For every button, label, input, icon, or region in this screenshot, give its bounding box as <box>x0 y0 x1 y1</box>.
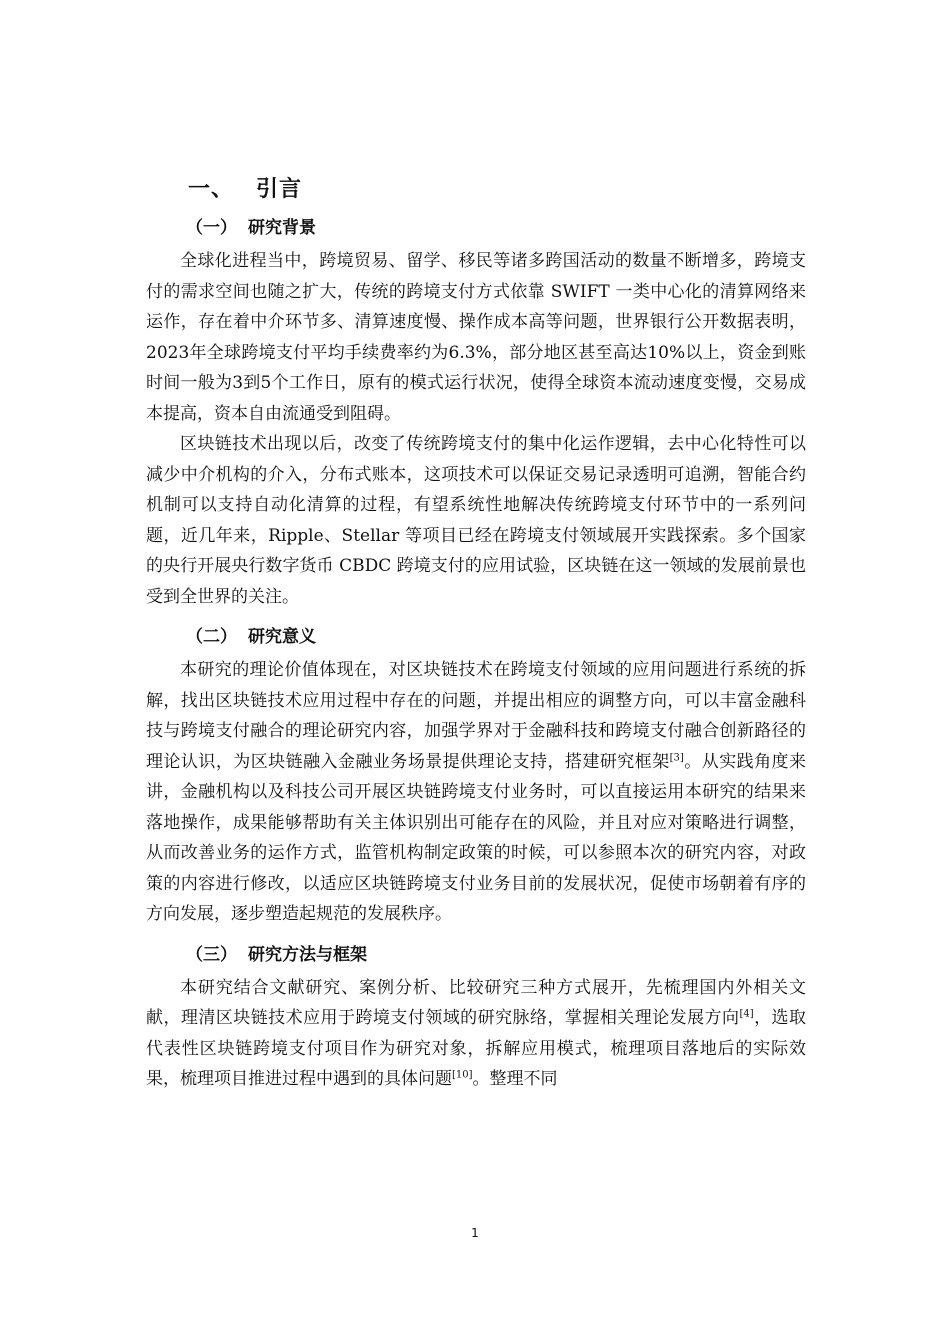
subsection-heading-methods <box>186 940 806 965</box>
page-number: 1 <box>471 1226 479 1240</box>
page-content <box>146 168 806 1095</box>
citation-reference: [3] <box>669 751 684 763</box>
paragraph-background-1: 全球化进程当中，跨境贸易、留学、移民等诸多跨国活动的数量不断增多，跨境支付的需求空间也随之扩大，传统的跨境支付方式依靠 SWIFT 一类中心化的清算网络来运作，存在着中介环节多、清算速度慢、操作成本高等问题，世界银行公开数据表明，2023年全球跨境支付平均手续费率约为6.3%，部分地区甚至高达10%以上，资金到账时间一般为3到5个工作日，原有的模式运行状况，使得全球资本流动速度变慢，交易成本提高，资本自由流通受到阻碍。 <box>146 251 806 424</box>
paragraph-background-2: 区块链技术出现以后，改变了传统跨境支付的集中化运作逻辑，去中心化特性可以减少中介机构的介入，分布式账本，这项技术可以保证交易记录透明可追溯，智能合约机制可以支持自动化清算的过程，有望系统性地解决传统跨境支付环节中的一系列问题，近几年来，Ripple、Stellar 等项目已经在跨境支付领域展开实践探索。多个国家的央行开展央行数字货币 CBDC 跨境支付的应用试验，区块链在这一领域的发展前景也受到全世界的关注。 <box>146 434 806 607</box>
paragraph-text: ，选取代表性区块链跨境支付项目作为研究对象，拆解应用模式，梳理项目落地后的实际效果，梳理项目推进过程中遇到的具体问题 <box>146 1008 807 1089</box>
citation-reference: [4] <box>739 1008 754 1020</box>
subsection-title: 研究方法与框架 <box>248 944 367 965</box>
citation-reference: [10] <box>452 1069 473 1081</box>
subsection-title: 研究背景 <box>248 218 316 238</box>
section-heading <box>188 172 806 203</box>
subsection-number: （二） <box>186 627 237 647</box>
subsection-heading-background <box>186 213 806 238</box>
subsection-number: （三） <box>186 944 237 965</box>
section-title: 引言 <box>256 177 303 202</box>
section-number: 一、 <box>188 177 235 202</box>
paragraph-text: 。整理不同 <box>472 1069 558 1089</box>
paragraph-text: 本研究结合文献研究、案例分析、比较研究三种方式展开，先梳理国内外相关文献，理清区块链技术应用于跨境支付领域的研究脉络，掌握相关理论发展方向 <box>146 977 806 1028</box>
paragraph-methods <box>146 973 806 1095</box>
paragraph-text: 本研究的理论价值体现在，对区块链技术在跨境支付领域的应用问题进行系统的拆解，找出区块链技术应用过程中存在的问题，并提出相应的调整方向，可以丰富金融科技与跨境支付融合的理论研究内容，加强学界对于金融科技和跨境支付融合创新路径的理论认识，为区块链融入金融业务场景提供理论支持，搭建研究框架 <box>146 660 806 772</box>
subsection-number: （一） <box>186 218 237 238</box>
paragraph-significance <box>146 655 806 930</box>
subsection-heading-significance <box>186 622 806 647</box>
subsection-title: 研究意义 <box>248 627 316 647</box>
paragraph-text: 。从实践角度来讲，金融机构以及科技公司开展区块链跨境支付业务时，可以直接运用本研究的结果来落地操作，成果能够帮助有关主体识别出可能存在的风险，并且对应对策略进行调整，从而改善业务的运作方式，监管机构制定政策的时候，可以参照本次的研究内容，对政策的内容进行修改，以适应区块链跨境支付业务目前的发展状况，促使市场朝着有序的方向发展，逐步塑造起规范的发展秩序。 <box>146 751 807 924</box>
